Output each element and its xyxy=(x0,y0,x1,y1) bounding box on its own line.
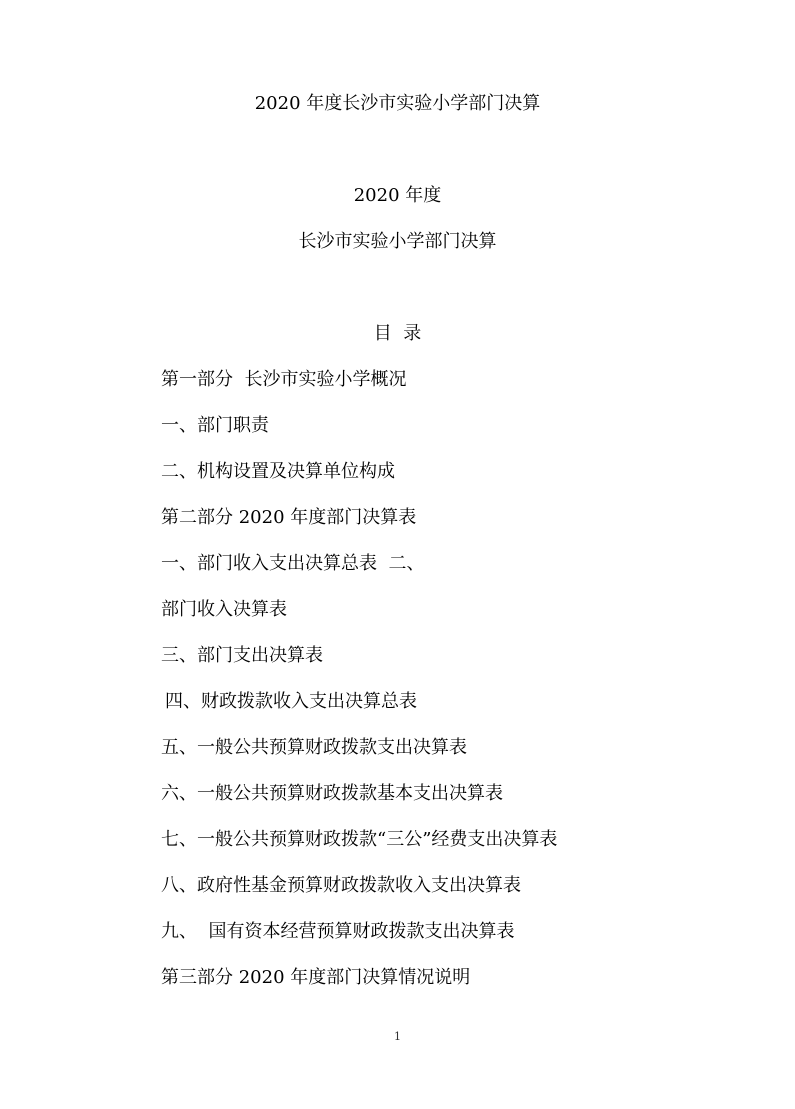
toc-item: 八、政府性基金预算财政拨款收入支出决算表 xyxy=(161,875,521,896)
page-number: 1 xyxy=(394,1030,401,1043)
cover-title: 长沙市实验小学部门决算 xyxy=(298,231,497,252)
toc-item: 一、部门职责 xyxy=(161,415,269,436)
cover-year: 2020 年度 xyxy=(353,185,442,206)
toc-heading: 目 录 xyxy=(373,323,422,344)
toc-item: 第一部分 长沙市实验小学概况 xyxy=(161,369,407,390)
toc-item: 第三部分 2020 年度部门决算情况说明 xyxy=(161,967,471,988)
toc-item: 三、部门支出决算表 xyxy=(161,645,323,666)
toc-item: 二、机构设置及决算单位构成 xyxy=(161,461,395,482)
toc-item: 五、一般公共预算财政拨款支出决算表 xyxy=(161,737,467,758)
toc-item: 部门收入决算表 xyxy=(161,599,287,620)
toc-item: 一、部门收入支出决算总表 二、 xyxy=(161,553,425,574)
toc-item: 四、财政拨款收入支出决算总表 xyxy=(165,691,417,712)
toc-item: 六、一般公共预算财政拨款基本支出决算表 xyxy=(161,783,503,804)
toc-item: 九、 国有资本经营预算财政拨款支出决算表 xyxy=(161,921,515,942)
toc-item: 七、一般公共预算财政拨款“三公”经费支出决算表 xyxy=(161,829,558,850)
toc-item: 第二部分 2020 年度部门决算表 xyxy=(161,507,417,528)
header-title: 2020 年度长沙市实验小学部门决算 xyxy=(254,93,541,114)
